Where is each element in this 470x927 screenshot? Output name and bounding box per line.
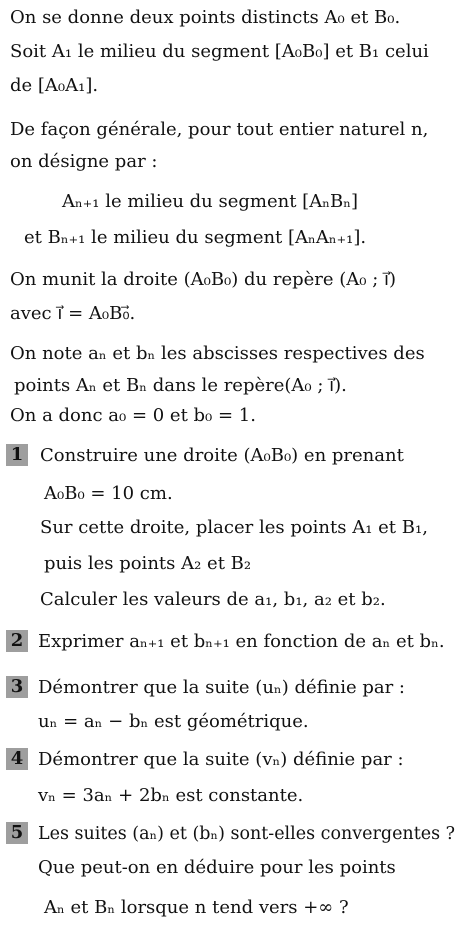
question-number-badge: 4 — [6, 748, 28, 770]
intro-line: et Bₙ₊₁ le milieu du segment [AₙAₙ₊₁]. — [24, 227, 367, 248]
question-text: Construire une droite (A₀B₀) en prenant — [40, 445, 404, 466]
question-text: Calculer les valeurs de a₁, b₁, a₂ et b₂. — [40, 589, 386, 610]
intro-line: on désigne par : — [10, 151, 158, 172]
question-text: Exprimer aₙ₊₁ et bₙ₊₁ en fonction de aₙ et bₙ. — [38, 631, 445, 652]
intro-line: On note aₙ et bₙ les abscisses respectives des — [10, 343, 425, 364]
question-number-badge: 2 — [6, 630, 28, 652]
intro-line: On munit la droite (A₀B₀) du repère (A₀ ; i⃗) — [10, 269, 397, 290]
question-text: Démontrer que la suite (vₙ) définie par : — [38, 749, 404, 770]
question-text: Que peut-on en déduire pour les points — [38, 857, 396, 878]
intro-line: de [A₀A₁]. — [10, 75, 99, 96]
question-text: uₙ = aₙ − bₙ est géométrique. — [38, 711, 309, 732]
question-number-badge: 5 — [6, 822, 28, 844]
question-text: Les suites (aₙ) et (bₙ) sont-elles convergentes ? — [38, 824, 456, 844]
intro-line: On a donc a₀ = 0 et b₀ = 1. — [10, 405, 256, 426]
question-number-badge: 1 — [6, 444, 28, 466]
intro-line: points Aₙ et Bₙ dans le repère(A₀ ; i⃗). — [14, 375, 347, 396]
intro-line: avec i⃗ = A₀B₀⃗. — [10, 303, 136, 324]
question-text: Démontrer que la suite (uₙ) définie par : — [38, 677, 405, 698]
intro-line: Soit A₁ le milieu du segment [A₀B₀] et B₁ celui — [10, 41, 429, 62]
intro-line: De façon générale, pour tout entier naturel n, — [10, 119, 429, 140]
question-number-badge: 3 — [6, 676, 28, 698]
question-text: Aₙ et Bₙ lorsque n tend vers +∞ ? — [44, 897, 349, 918]
question-text: Sur cette droite, placer les points A₁ et B₁, — [40, 517, 428, 538]
question-text: A₀B₀ = 10 cm. — [44, 483, 173, 504]
intro-line: On se donne deux points distincts A₀ et B₀. — [10, 7, 401, 28]
question-text: vₙ = 3aₙ + 2bₙ est constante. — [38, 785, 304, 806]
intro-line: Aₙ₊₁ le milieu du segment [AₙBₙ] — [62, 191, 359, 212]
question-text: puis les points A₂ et B₂ — [44, 553, 252, 574]
